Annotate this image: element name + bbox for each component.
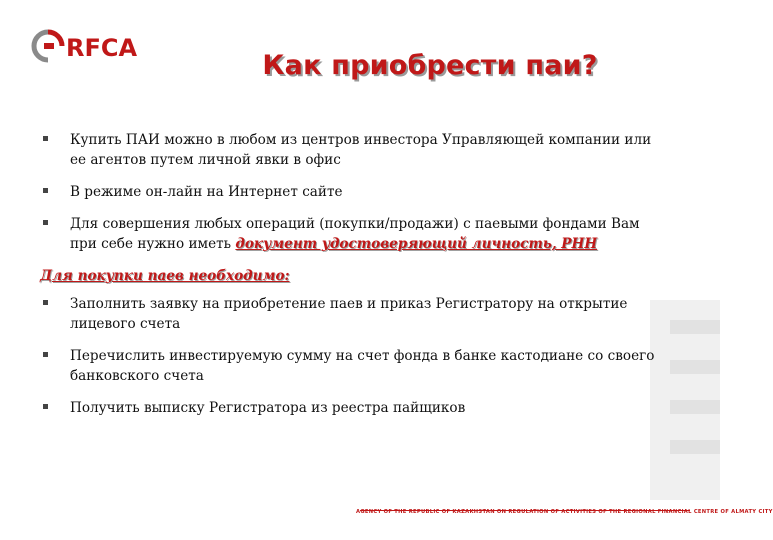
list-item [40,182,670,202]
slide-content [40,130,670,430]
bullet-text: Заполнить заявку на приобретение паев и приказ Регистратору на открытие лицевого счета [70,296,628,332]
rfca-logo [30,28,150,64]
bullet-text: Купить ПАИ можно в любом из центров инвестора Управляющей компании или ее агентов путем личной явки в офис [70,132,652,168]
bullet-marker [43,404,48,409]
list-item [40,130,670,170]
logo-text: RFCA [66,34,138,62]
bullet-marker [43,220,48,225]
bullet-marker [43,188,48,193]
slide-title: Как приобрести паи? [262,50,598,81]
purchase-steps-heading: Для покупки паев необходимо: [40,268,290,284]
required-document-highlight: документ удостоверяющий личность, РНН [235,236,598,252]
bullet-text: В режиме он-лайн на Интернет сайте [70,184,343,200]
list-item [40,214,670,254]
bullet-marker [43,136,48,141]
list-item [40,346,670,386]
bullet-text: Получить выписку Регистратора из реестра пайщиков [70,400,466,416]
bullet-text: Для совершения любых операций (покупки/продажи) с паевыми фондами Вам при себе нужно иметь [70,216,640,252]
footer-agency-text: AGENCY OF THE REPUBLIC OF KAZAKHSTAN ON REGULATION OF ACTIVITIES OF THE REGIONAL FINANCIAL CENTRE OF ALMATY CITY [356,509,773,515]
bullet-marker [43,300,48,305]
list-item [40,294,670,334]
list-item [40,398,670,418]
bullet-marker [43,352,48,357]
bullet-text: Перечислить инвестируемую сумму на счет фонда в банке кастодиане со своего банковского счета [70,348,655,384]
